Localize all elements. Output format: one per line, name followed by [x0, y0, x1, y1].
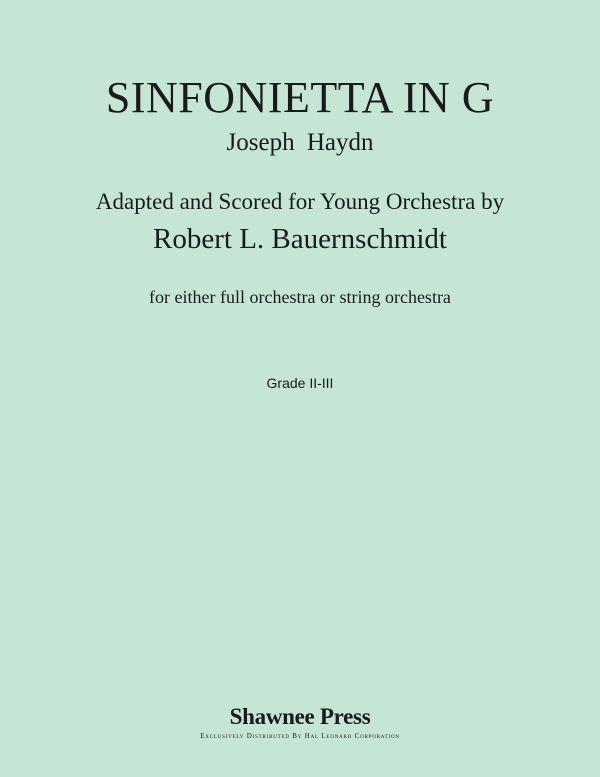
page-title: SINFONIETTA IN G	[105, 73, 495, 122]
adapted-by-line: Adapted and Scored for Young Orchestra by	[95, 189, 505, 214]
arranger-name: Robert L. Bauernschmidt	[153, 223, 447, 255]
instrumentation-note: for either full orchestra or string orchestra	[149, 287, 451, 307]
grade-level: Grade II-III	[266, 375, 334, 391]
composer-name: Joseph Haydn	[226, 129, 374, 156]
publisher-logo: Shawnee Press	[229, 704, 371, 729]
distribution-note: Exclusively Distributed By Hal Leonard Corporation	[200, 732, 400, 740]
